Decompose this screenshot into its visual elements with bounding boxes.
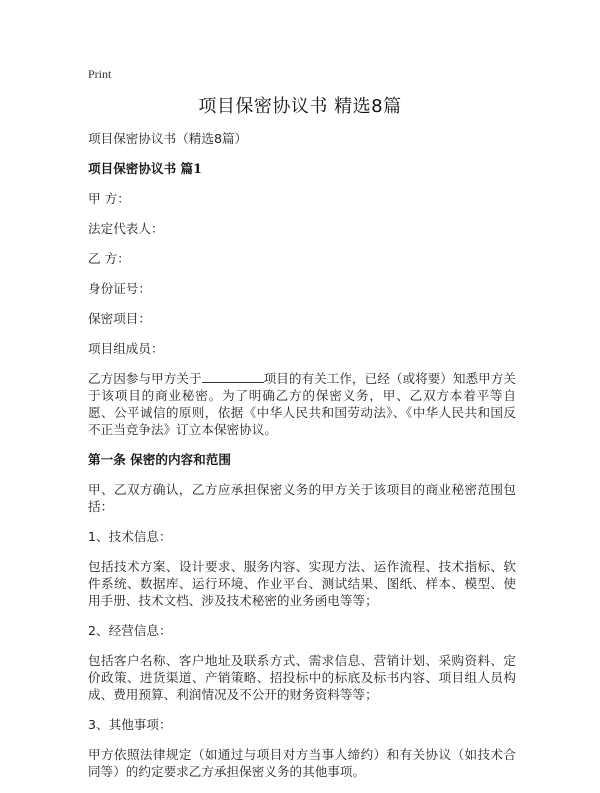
item-business-label: 2、经营信息：: [88, 623, 172, 638]
field-party-b: 乙 方：: [88, 251, 130, 266]
item-other-label: 3、其他事项：: [88, 717, 172, 732]
document-title: 项目保密协议书 精选8篇: [198, 96, 402, 117]
section-heading: 项目保密协议书 篇1: [88, 161, 202, 176]
field-legal-representative: 法定代表人：: [88, 221, 164, 236]
item-technical-content: 包括技术方案、设计要求、服务内容、实现方法、运作流程、技术指标、软件系统、数据库、运行环境、作业平台、测试结果、图纸、样本、模型、使用手册、技术文档、涉及技术秘密的业务函电等等；: [88, 559, 516, 608]
document-body: [88, 130, 516, 793]
article-1-lead: 甲、乙双方确认，乙方应承担保密义务的甲方关于该项目的商业秘密范围包括：: [88, 482, 516, 514]
intro-text-after: 项目的有关工作，已经（或将要）知悉甲方关于该项目的商业秘密。为了明确乙方的保密义务，甲、乙双方本着平等自愿、公平诚信的原则，依据《中华人民共和国劳动法》、《中华人民共和国反不正当竞争法》订立本保密协议。: [88, 371, 517, 437]
item-technical-label: 1、技术信息：: [88, 529, 172, 544]
item-other-content: 甲方依照法律规定（如通过与项目对方当事人缔约）和有关协议（如技术合同等）的约定要求乙方承担保密义务的其他事项。: [88, 747, 516, 779]
document-page: [88, 66, 517, 779]
intro-paragraph: [88, 370, 516, 438]
intro-text-before: 乙方因参与甲方关于: [88, 371, 202, 386]
field-party-a: 甲 方：: [88, 191, 130, 206]
field-confidential-project: 保密项目：: [88, 311, 151, 326]
item-business-content: 包括客户名称、客户地址及联系方式、需求信息、营销计划、采购资料、定价政策、进货渠道、产销策略、招投标中的标底及标书内容、项目组人员构成、费用预算、利润情况及不公开的财务资料等等；: [88, 653, 516, 702]
blank-underline: [202, 370, 264, 383]
document-subtitle: 项目保密协议书（精选8篇）: [88, 131, 248, 146]
field-id-number: 身份证号：: [88, 281, 151, 296]
print-label[interactable]: Print: [88, 67, 112, 81]
field-project-members: 项目组成员：: [88, 341, 164, 356]
article-1-heading: 第一条 保密的内容和范围: [88, 452, 231, 467]
